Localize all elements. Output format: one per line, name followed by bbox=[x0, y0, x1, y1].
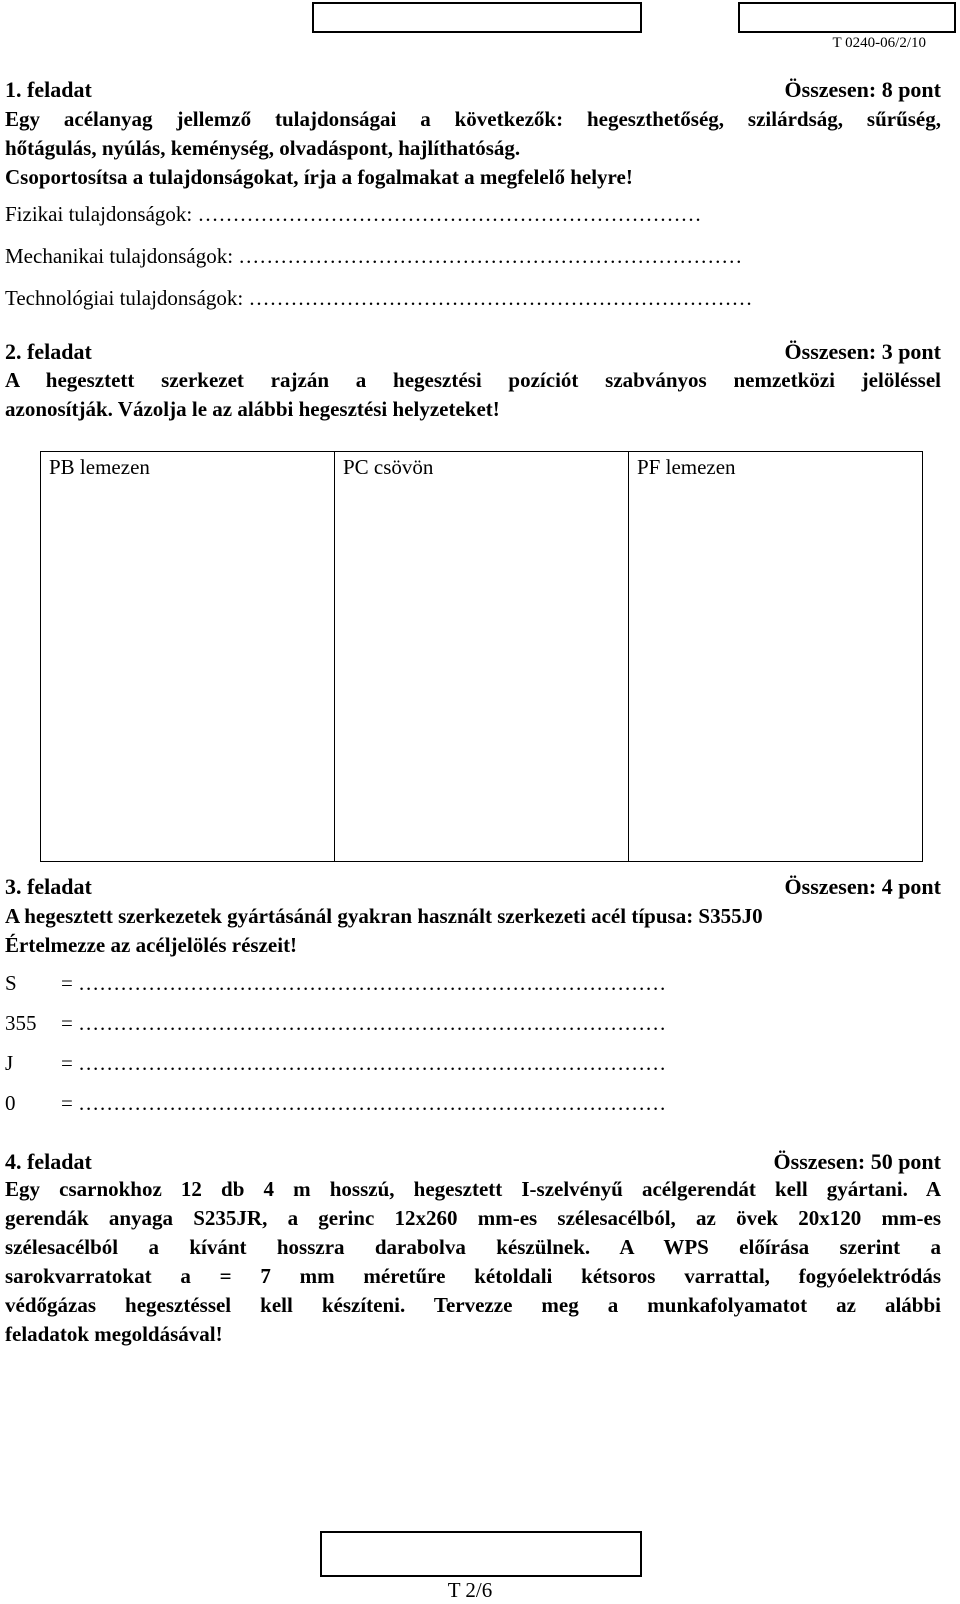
task-2-title: 2. feladat bbox=[5, 339, 92, 364]
sketch-table bbox=[40, 451, 923, 862]
task-2-text bbox=[5, 366, 941, 424]
task-1-text bbox=[5, 105, 941, 192]
task-4-line: gerendák anyaga S235JR, a gerinc 12x260 mm-es szélesacélból, az övek 20x120 mm-es bbox=[5, 1206, 941, 1230]
steel-code-row-355[interactable] bbox=[5, 1011, 805, 1036]
steel-code-row-j[interactable] bbox=[5, 1051, 805, 1076]
task-4-line: feladatok megoldásával! bbox=[5, 1322, 223, 1346]
task-3-title: 3. feladat bbox=[5, 874, 92, 899]
task-1-line: Csoportosítsa a tulajdonságokat, írja a fogalmakat a megfelelő helyre! bbox=[5, 165, 633, 189]
sketch-cell-pc[interactable] bbox=[335, 452, 629, 862]
field-label: Fizikai tulajdonságok: bbox=[5, 202, 198, 226]
answer-dots: = ………………………………………………………………………… bbox=[61, 1091, 667, 1115]
task-2-header bbox=[5, 338, 941, 366]
sketch-cell-label: PF lemezen bbox=[637, 455, 736, 479]
task-4-line: védőgázas hegesztéssel kell készíteni. Tervezze meg a munkafolyamatot az alábbi bbox=[5, 1293, 941, 1317]
sketch-cell-label: PC csövön bbox=[343, 455, 434, 479]
field-label: Mechanikai tulajdonságok: bbox=[5, 244, 239, 268]
task-4-title: 4. feladat bbox=[5, 1149, 92, 1174]
task-2-line: azonosítják. Vázolja le az alábbi hegesztési helyzeteket! bbox=[5, 397, 500, 421]
answer-dots: = ………………………………………………………………………… bbox=[61, 1051, 667, 1075]
task-1-title: 1. feladat bbox=[5, 77, 92, 102]
task-3-header bbox=[5, 873, 941, 901]
task-3-line: Értelmezze az acéljelölés részeit! bbox=[5, 933, 298, 957]
task-3-text bbox=[5, 902, 941, 960]
page-number: T 2/6 bbox=[447, 1578, 493, 1602]
answer-dots: ……………………………………………………………… bbox=[238, 244, 743, 268]
header-box-right bbox=[738, 2, 956, 33]
task-4-points: Összesen: 50 pont bbox=[773, 1149, 941, 1174]
steel-code-key: S bbox=[5, 971, 17, 995]
task-4-line: sarokvarratokat a = 7 mm méretűre kétoldali kétsoros varrattal, fogyóelektródás bbox=[5, 1264, 941, 1288]
task-4-line: Egy csarnokhoz 12 db 4 m hosszú, hegesztett I-szelvényű acélgerendát kell gyártani. A bbox=[5, 1177, 941, 1201]
task-4-line: szélesacélból a kívánt hosszra darabolva készülnek. A WPS előírása szerint a bbox=[5, 1235, 941, 1259]
task-3-line: A hegesztett szerkezetek gyártásánál gyakran használt szerkezeti acél típusa: S355J0 bbox=[5, 904, 763, 928]
sketch-cell-pb[interactable] bbox=[41, 452, 335, 862]
task-1-line: hőtágulás, nyúlás, keménység, olvadáspont, hajlíthatóság. bbox=[5, 136, 521, 160]
field-technological-properties[interactable] bbox=[5, 286, 752, 311]
task-4-header bbox=[5, 1148, 941, 1176]
task-2-line: A hegesztett szerkezet rajzán a hegesztési pozíciót szabványos nemzetközi jelöléssel bbox=[5, 368, 941, 392]
steel-code-key: 0 bbox=[5, 1091, 16, 1115]
task-2-points: Összesen: 3 pont bbox=[784, 339, 941, 364]
answer-dots: = ………………………………………………………………………… bbox=[61, 1011, 667, 1035]
field-label: Technológiai tulajdonságok: bbox=[5, 286, 249, 310]
footer-box bbox=[320, 1531, 642, 1577]
steel-code-row-s[interactable] bbox=[5, 971, 805, 996]
field-physical-properties[interactable] bbox=[5, 202, 701, 227]
task-1-line: Egy acélanyag jellemző tulajdonságai a következők: hegeszthetőség, szilárdság, sűrűség, bbox=[5, 107, 941, 131]
steel-code-key: J bbox=[5, 1051, 14, 1075]
document-code: T 0240-06/2/10 bbox=[832, 35, 926, 51]
task-4-text bbox=[5, 1175, 941, 1349]
answer-dots: = ………………………………………………………………………… bbox=[61, 971, 667, 995]
steel-code-key: 355 bbox=[5, 1011, 37, 1035]
field-mechanical-properties[interactable] bbox=[5, 244, 742, 269]
task-3-points: Összesen: 4 pont bbox=[784, 874, 941, 899]
sketch-cell-pf[interactable] bbox=[629, 452, 923, 862]
answer-dots: ……………………………………………………………… bbox=[248, 286, 753, 310]
sketch-cell-label: PB lemezen bbox=[49, 455, 150, 479]
header-box-left bbox=[312, 2, 642, 33]
task-1-header bbox=[5, 76, 941, 104]
steel-code-row-0[interactable] bbox=[5, 1091, 805, 1116]
answer-dots: ……………………………………………………………… bbox=[197, 202, 702, 226]
task-1-points: Összesen: 8 pont bbox=[784, 77, 941, 102]
